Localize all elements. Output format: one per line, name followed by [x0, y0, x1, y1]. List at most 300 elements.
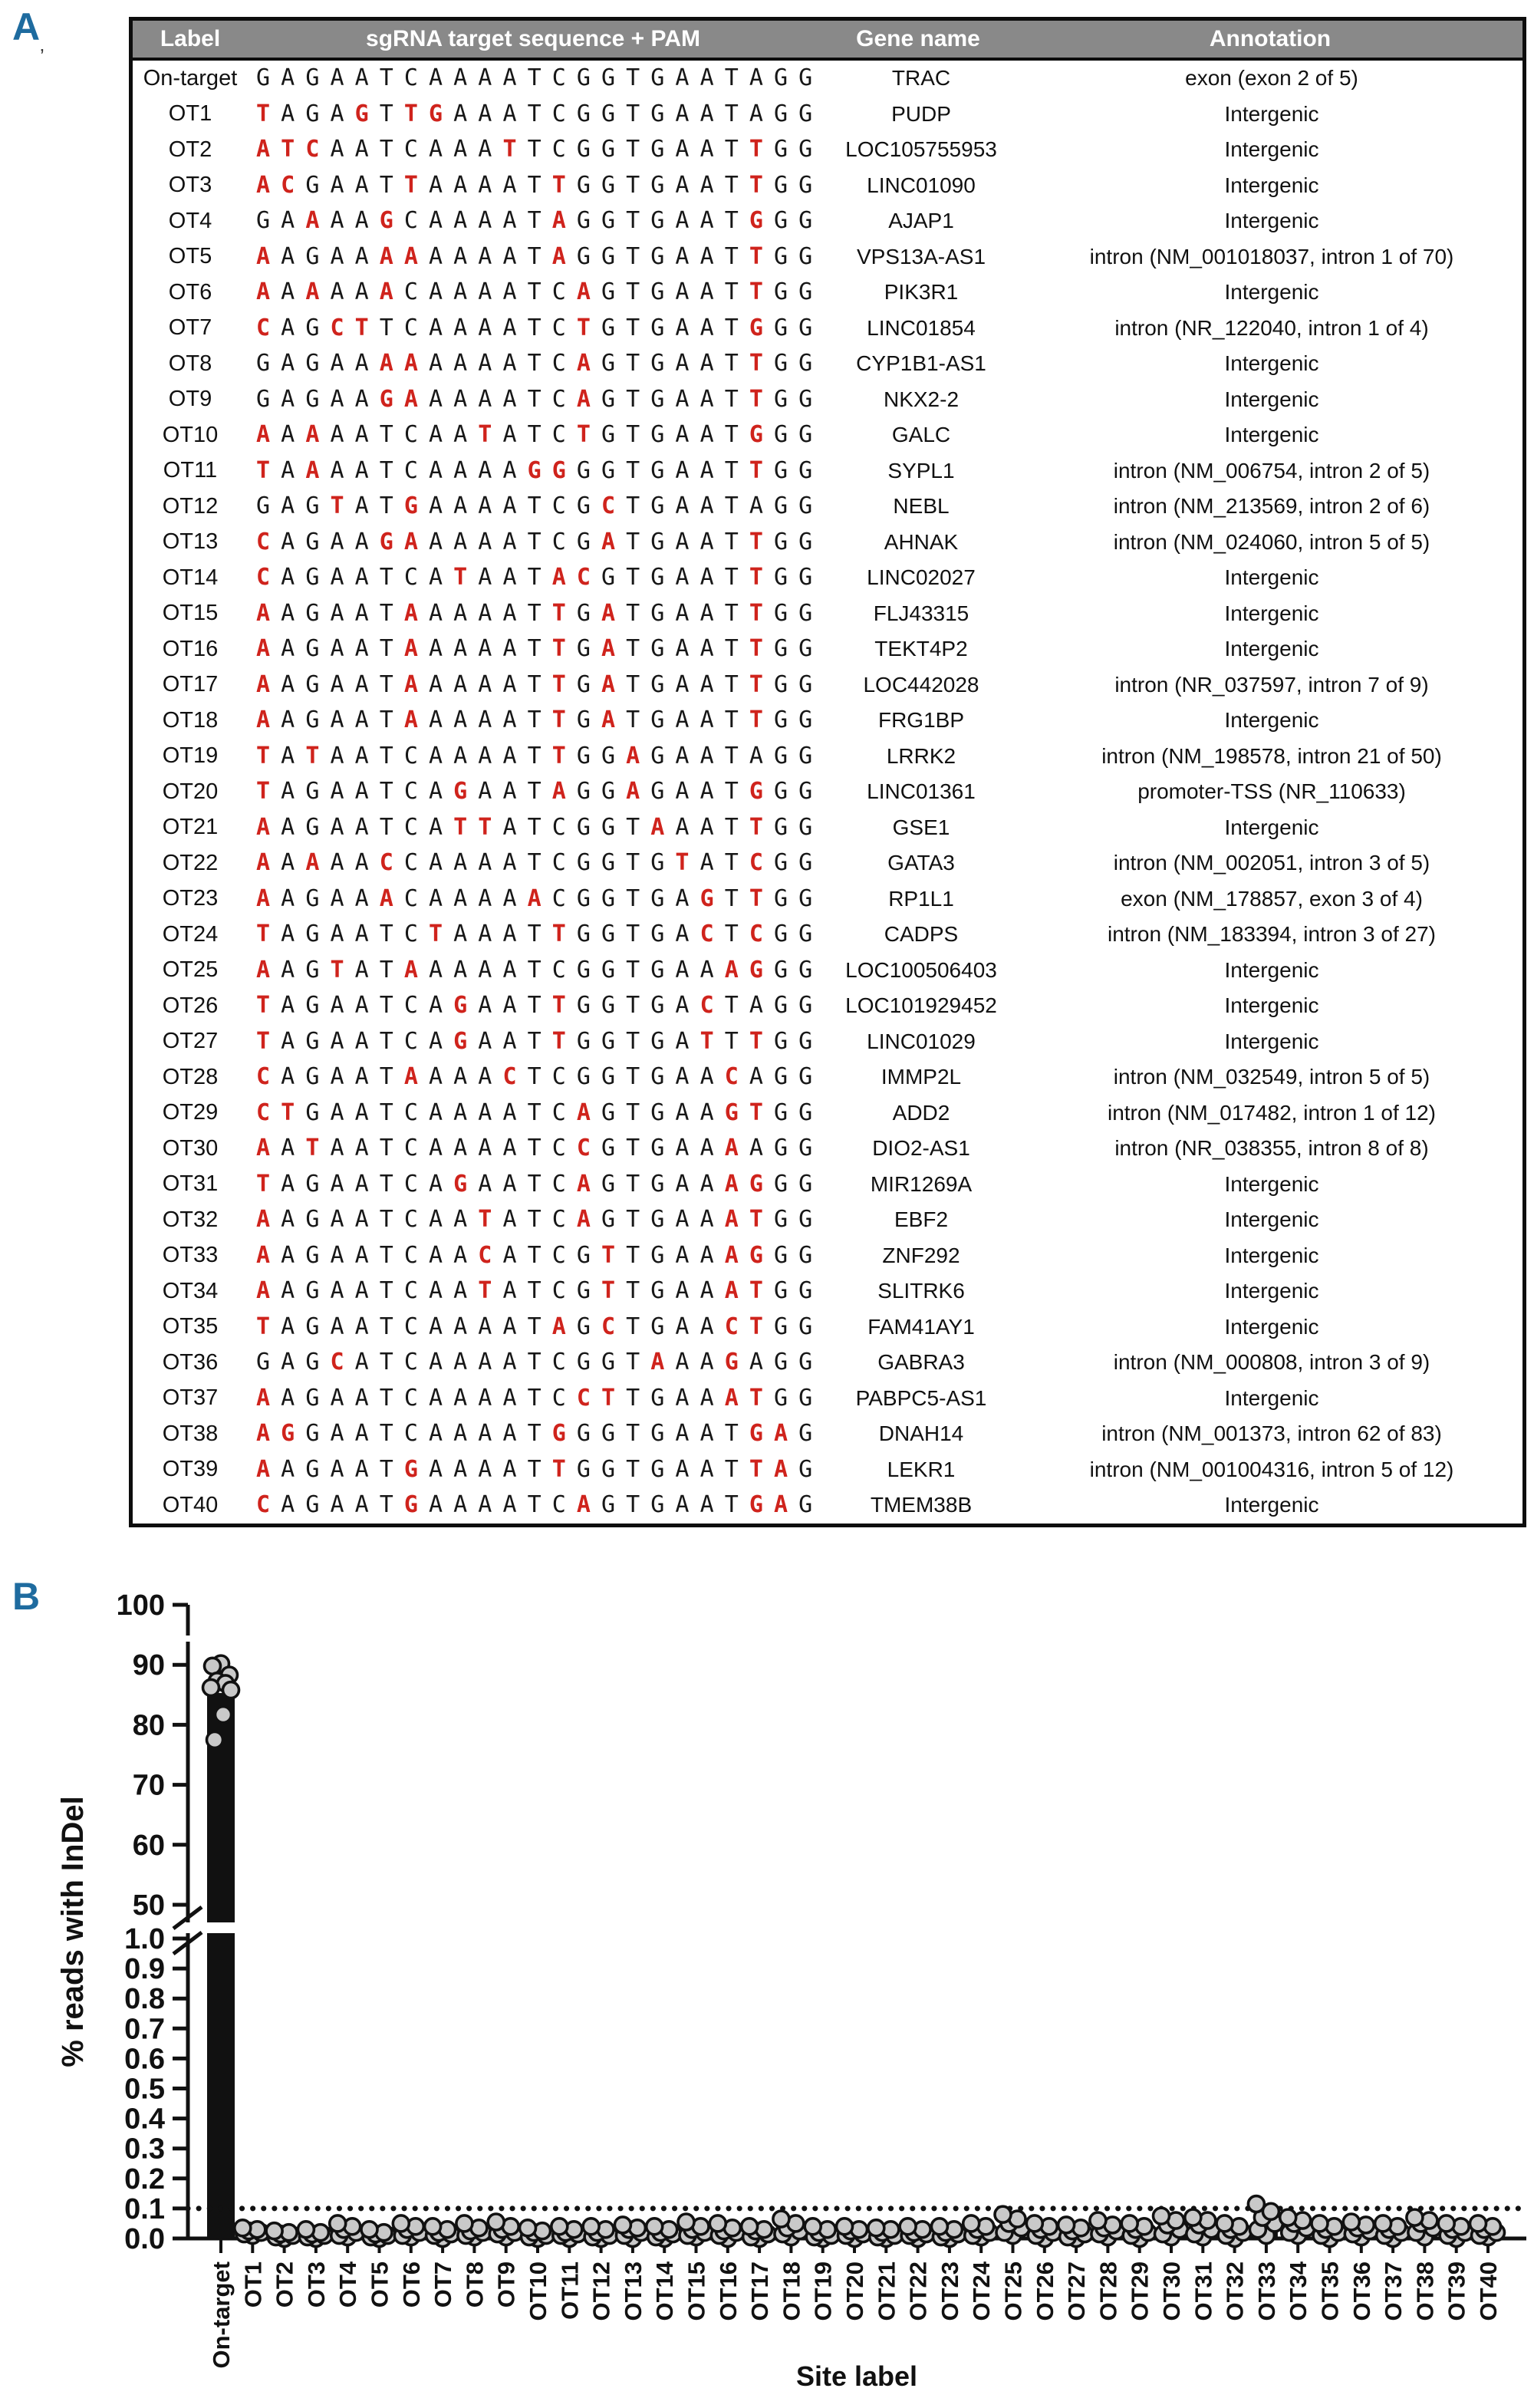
sequence-base: G: [798, 1241, 813, 1269]
sequence-base: A: [354, 778, 369, 805]
sequence-base: G: [798, 1063, 813, 1091]
mismatch-base: G: [379, 385, 393, 413]
sequence-base: A: [330, 670, 344, 698]
sequence-base: A: [281, 1027, 295, 1055]
sequence-base: C: [551, 100, 566, 127]
sequence-base: A: [700, 1455, 714, 1483]
sequence-base: A: [453, 635, 468, 663]
sequence-base: T: [379, 956, 393, 983]
mismatch-base: A: [724, 1206, 739, 1234]
sequence-base: T: [626, 456, 640, 484]
sequence-base: G: [650, 171, 665, 199]
row-label: OT32: [162, 1207, 219, 1232]
y-tick-label: 100: [116, 1589, 165, 1622]
sgrna-sequence: [248, 207, 821, 235]
sequence-base: T: [626, 1420, 640, 1448]
sequence-base: T: [626, 849, 640, 877]
sequence-base: G: [601, 778, 616, 805]
sequence-base: T: [626, 1027, 640, 1055]
sequence-base: A: [453, 385, 468, 413]
sequence-base: A: [478, 1420, 492, 1448]
sequence-base: A: [478, 314, 492, 341]
sequence-base: A: [429, 599, 443, 627]
sequence-base: G: [305, 921, 320, 948]
table-row: [133, 417, 1522, 453]
sequence-base: A: [478, 1384, 492, 1412]
sequence-base: A: [330, 100, 344, 127]
sequence-base: A: [749, 492, 763, 520]
sequence-base: A: [429, 1491, 443, 1519]
data-point: [647, 2219, 663, 2235]
sequence-base: A: [675, 635, 690, 663]
sequence-base: A: [700, 100, 714, 127]
mismatch-base: T: [700, 1027, 714, 1055]
row-label: OT2: [168, 137, 212, 162]
mismatch-base: A: [601, 670, 616, 698]
sequence-base: T: [527, 992, 542, 1020]
sequence-base: G: [650, 1491, 665, 1519]
sequence-base: G: [798, 670, 813, 698]
sequence-base: G: [305, 1241, 320, 1269]
mismatch-base: A: [576, 385, 591, 413]
sequence-base: A: [700, 670, 714, 698]
data-point: [425, 2219, 441, 2235]
annotation: intron (NM_002051, intron 3 of 5): [1113, 851, 1430, 875]
sequence-base: A: [453, 1491, 468, 1519]
sequence-base: A: [354, 956, 369, 983]
sequence-base: G: [601, 171, 616, 199]
sequence-base: G: [256, 350, 271, 377]
sequence-base: A: [478, 849, 492, 877]
sequence-base: A: [429, 385, 443, 413]
sequence-base: G: [650, 992, 665, 1020]
mismatch-base: C: [700, 992, 714, 1020]
sequence-base: G: [798, 956, 813, 983]
sgrna-sequence: [248, 1491, 821, 1519]
sequence-base: T: [527, 421, 542, 449]
y-tick-label: 0.8: [124, 1983, 165, 2016]
gene-name: DNAH14: [878, 1421, 964, 1446]
sequence-base: G: [650, 1170, 665, 1197]
sequence-base: G: [576, 884, 591, 912]
sequence-base: G: [773, 707, 788, 734]
sequence-base: G: [601, 849, 616, 877]
table-row: [133, 525, 1522, 561]
sequence-base: A: [502, 1455, 517, 1483]
sequence-base: G: [773, 670, 788, 698]
sequence-base: G: [601, 136, 616, 163]
sequence-base: A: [478, 1027, 492, 1055]
sequence-base: C: [551, 1170, 566, 1197]
sequence-base: A: [281, 385, 295, 413]
mismatch-base: A: [256, 171, 271, 199]
x-tick-label: OT2: [271, 2261, 298, 2308]
annotation: Intergenic: [1224, 387, 1319, 411]
sequence-base: A: [281, 278, 295, 306]
sequence-base: G: [576, 1313, 591, 1340]
sequence-base: T: [724, 350, 739, 377]
sequence-base: A: [354, 635, 369, 663]
mismatch-base: T: [749, 813, 763, 841]
row-label: OT22: [162, 850, 219, 875]
sequence-base: A: [453, 1313, 468, 1340]
sequence-base: T: [626, 492, 640, 520]
x-tick-label: OT8: [461, 2261, 489, 2308]
sequence-base: G: [305, 242, 320, 270]
x-tick-label: OT5: [366, 2261, 393, 2308]
table-row: [133, 881, 1522, 917]
sequence-base: T: [724, 136, 739, 163]
annotation: Intergenic: [1224, 101, 1319, 126]
sequence-base: T: [379, 921, 393, 948]
sgrna-sequence: [248, 1170, 821, 1197]
sequence-base: G: [305, 1349, 320, 1376]
data-point: [520, 2220, 536, 2236]
sequence-base: T: [724, 921, 739, 948]
mismatch-base: T: [551, 171, 566, 199]
mismatch-base: T: [576, 421, 591, 449]
sequence-base: A: [330, 599, 344, 627]
x-tick-label: OT24: [968, 2261, 996, 2321]
sequence-base: G: [305, 670, 320, 698]
table-row: [133, 275, 1522, 311]
sequence-base: A: [354, 207, 369, 235]
sequence-base: A: [749, 1135, 763, 1162]
sequence-base: A: [502, 813, 517, 841]
sequence-base: A: [429, 1384, 443, 1412]
sgrna-sequence: [248, 1455, 821, 1483]
x-tick-label: OT25: [999, 2261, 1027, 2321]
mismatch-base: T: [749, 278, 763, 306]
data-point: [203, 1679, 219, 1695]
sequence-base: A: [478, 136, 492, 163]
annotation: Intergenic: [1224, 1171, 1319, 1196]
sequence-base: G: [601, 100, 616, 127]
mismatch-base: C: [478, 1241, 492, 1269]
sequence-base: A: [281, 492, 295, 520]
sgrna-sequence: [248, 1206, 821, 1234]
mismatch-base: A: [724, 1241, 739, 1269]
sequence-base: T: [724, 492, 739, 520]
mismatch-base: C: [330, 1349, 344, 1376]
annotation: Intergenic: [1224, 601, 1319, 625]
sgrna-sequence: [248, 492, 821, 520]
row-label: OT25: [162, 957, 219, 983]
sequence-base: A: [429, 278, 443, 306]
mismatch-base: T: [403, 100, 418, 127]
y-tick-label: 0.3: [124, 2133, 165, 2166]
sequence-base: A: [700, 564, 714, 591]
mismatch-base: A: [305, 456, 320, 484]
sequence-base: A: [700, 1313, 714, 1340]
mismatch-base: A: [256, 242, 271, 270]
sequence-base: G: [798, 1349, 813, 1376]
mismatch-base: A: [256, 813, 271, 841]
sequence-base: G: [305, 385, 320, 413]
sgrna-sequence: [248, 1313, 821, 1340]
x-tick-label: OT14: [651, 2261, 679, 2321]
sequence-base: T: [379, 1313, 393, 1340]
sequence-base: T: [379, 1420, 393, 1448]
sequence-base: A: [700, 1241, 714, 1269]
x-tick-label: OT20: [841, 2261, 868, 2321]
row-label: OT33: [162, 1243, 219, 1268]
table-body: [133, 61, 1522, 1524]
sequence-base: A: [330, 242, 344, 270]
mismatch-base: T: [749, 385, 763, 413]
sequence-base: T: [724, 707, 739, 734]
sequence-base: G: [601, 1099, 616, 1126]
sequence-base: C: [551, 1277, 566, 1305]
sequence-base: T: [626, 136, 640, 163]
sequence-base: A: [675, 921, 690, 948]
x-tick-label: OT36: [1348, 2261, 1375, 2321]
off-target-table: [129, 17, 1526, 1527]
sequence-base: G: [650, 599, 665, 627]
data-point: [583, 2219, 599, 2235]
sequence-base: A: [330, 1241, 344, 1269]
sequence-base: T: [724, 456, 739, 484]
sequence-base: A: [354, 1099, 369, 1126]
sequence-base: T: [626, 1241, 640, 1269]
y-tick-label: 1.0: [124, 1923, 165, 1955]
sequence-base: A: [478, 242, 492, 270]
sequence-base: A: [354, 884, 369, 912]
sequence-base: A: [354, 278, 369, 306]
table-row: [133, 382, 1522, 418]
sequence-base: G: [576, 64, 591, 92]
sequence-base: C: [551, 314, 566, 341]
sequence-base: C: [551, 1135, 566, 1162]
mismatch-base: G: [551, 1420, 566, 1448]
mismatch-base: G: [281, 1420, 295, 1448]
table-row: [133, 203, 1522, 239]
sequence-base: A: [502, 884, 517, 912]
sequence-base: A: [700, 1135, 714, 1162]
sgrna-sequence: [248, 635, 821, 663]
sequence-base: A: [478, 921, 492, 948]
sequence-base: A: [502, 742, 517, 769]
sequence-base: A: [429, 1099, 443, 1126]
sequence-base: G: [650, 64, 665, 92]
x-tick-label: OT32: [1221, 2261, 1249, 2321]
mismatch-base: T: [281, 136, 295, 163]
sgrna-sequence: [248, 456, 821, 484]
gene-name: CYP1B1-AS1: [856, 351, 986, 376]
sequence-base: A: [675, 1241, 690, 1269]
sequence-base: T: [626, 1349, 640, 1376]
gene-name: MIR1269A: [870, 1171, 973, 1196]
sequence-base: T: [379, 1027, 393, 1055]
sequence-base: A: [478, 1349, 492, 1376]
sequence-base: A: [453, 350, 468, 377]
sequence-base: G: [798, 1027, 813, 1055]
data-point: [1154, 2208, 1170, 2224]
sequence-base: G: [798, 1455, 813, 1483]
table-row: [133, 1167, 1522, 1203]
mismatch-base: T: [749, 528, 763, 555]
row-label: OT38: [162, 1421, 219, 1446]
sequence-base: T: [379, 670, 393, 698]
sequence-base: A: [700, 1491, 714, 1519]
sequence-base: G: [650, 1277, 665, 1305]
sequence-base: A: [281, 564, 295, 591]
sequence-base: G: [576, 1241, 591, 1269]
data-point: [1121, 2215, 1137, 2232]
mismatch-base: T: [551, 742, 566, 769]
sequence-base: A: [354, 456, 369, 484]
annotation: intron (NM_032549, intron 5 of 5): [1113, 1065, 1430, 1089]
sequence-base: T: [724, 599, 739, 627]
sequence-base: C: [403, 136, 418, 163]
sequence-base: A: [281, 599, 295, 627]
sequence-base: A: [453, 64, 468, 92]
sequence-base: A: [453, 136, 468, 163]
sequence-base: G: [601, 456, 616, 484]
sequence-base: A: [429, 314, 443, 341]
row-label: OT9: [168, 387, 212, 412]
sequence-base: A: [749, 742, 763, 769]
sequence-base: A: [354, 1313, 369, 1340]
data-point: [995, 2206, 1011, 2222]
sequence-base: A: [354, 64, 369, 92]
sequence-base: A: [354, 421, 369, 449]
gene-name: EBF2: [894, 1207, 949, 1232]
sequence-base: A: [502, 171, 517, 199]
sequence-base: T: [379, 1135, 393, 1162]
x-axis-title: Site label: [795, 2360, 918, 2392]
mismatch-base: T: [453, 813, 468, 841]
y-tick-label: 0.7: [124, 2013, 165, 2046]
sequence-base: A: [354, 492, 369, 520]
mismatch-base: A: [403, 350, 418, 377]
sequence-base: G: [650, 1384, 665, 1412]
data-point: [1438, 2215, 1454, 2232]
sequence-base: A: [502, 350, 517, 377]
table-row: [133, 739, 1522, 775]
sequence-base: A: [502, 528, 517, 555]
data-point: [207, 1731, 223, 1748]
sequence-base: A: [700, 1099, 714, 1126]
sgrna-sequence: [248, 1277, 821, 1305]
sequence-base: T: [527, 635, 542, 663]
annotation: Intergenic: [1224, 1314, 1319, 1339]
sgrna-sequence: [248, 1063, 821, 1091]
mismatch-base: A: [551, 778, 566, 805]
mismatch-base: G: [724, 1099, 739, 1126]
mismatch-base: G: [379, 207, 393, 235]
sequence-base: G: [650, 1206, 665, 1234]
sequence-base: A: [478, 635, 492, 663]
row-label: OT20: [162, 779, 219, 804]
mismatch-base: T: [478, 1277, 492, 1305]
sequence-base: G: [773, 1063, 788, 1091]
sequence-base: A: [749, 64, 763, 92]
sequence-base: A: [330, 350, 344, 377]
table-row: [133, 1095, 1522, 1132]
sequence-base: A: [453, 670, 468, 698]
mismatch-base: T: [749, 1384, 763, 1412]
sequence-base: A: [502, 956, 517, 983]
table-row: [133, 917, 1522, 953]
mismatch-base: A: [403, 635, 418, 663]
sequence-base: A: [700, 136, 714, 163]
sequence-base: A: [330, 1455, 344, 1483]
sequence-base: A: [453, 171, 468, 199]
sequence-base: G: [601, 1206, 616, 1234]
annotation: Intergenic: [1224, 1243, 1319, 1267]
table-row: [133, 1345, 1522, 1381]
sequence-base: A: [429, 528, 443, 555]
gene-name: NEBL: [893, 494, 950, 519]
sequence-base: G: [798, 1170, 813, 1197]
mismatch-base: G: [453, 778, 468, 805]
sequence-base: A: [354, 1206, 369, 1234]
sequence-base: A: [453, 1063, 468, 1091]
sequence-base: T: [379, 64, 393, 92]
sequence-base: C: [403, 813, 418, 841]
sequence-base: A: [478, 707, 492, 734]
sequence-base: A: [429, 813, 443, 841]
gene-name: LINC01029: [867, 1029, 976, 1053]
sequence-base: C: [551, 813, 566, 841]
sequence-base: A: [354, 599, 369, 627]
sequence-base: A: [700, 849, 714, 877]
sequence-base: A: [700, 242, 714, 270]
sequence-base: A: [330, 1027, 344, 1055]
gene-name: LINC01090: [867, 173, 976, 197]
sequence-base: A: [502, 385, 517, 413]
sgrna-sequence: [248, 923, 821, 946]
annotation: Intergenic: [1224, 1385, 1319, 1410]
gene-name: ZNF292: [882, 1243, 960, 1267]
gene-name: LINC01854: [867, 315, 976, 340]
sequence-base: T: [379, 421, 393, 449]
sequence-base: A: [453, 742, 468, 769]
sgrna-sequence: [248, 314, 821, 341]
sequence-base: A: [330, 1135, 344, 1162]
mismatch-base: G: [749, 1491, 763, 1519]
sequence-base: G: [798, 1491, 813, 1519]
mismatch-base: G: [749, 314, 763, 341]
sequence-base: G: [305, 1313, 320, 1340]
sequence-base: A: [478, 492, 492, 520]
mismatch-base: T: [330, 492, 344, 520]
sgrna-sequence: [248, 813, 821, 841]
sequence-base: G: [650, 528, 665, 555]
sequence-base: G: [798, 1313, 813, 1340]
sequence-base: A: [281, 1455, 295, 1483]
sequence-base: A: [429, 778, 443, 805]
table-row: [133, 810, 1522, 846]
sequence-base: T: [626, 1135, 640, 1162]
sequence-base: T: [379, 1277, 393, 1305]
sequence-base: A: [502, 849, 517, 877]
on-target-bar: [207, 1933, 235, 2238]
mismatch-base: T: [256, 1313, 271, 1340]
sequence-base: A: [502, 64, 517, 92]
sequence-base: T: [379, 778, 393, 805]
header-annotation: Annotation: [1209, 26, 1332, 51]
sequence-base: G: [650, 207, 665, 235]
sequence-base: G: [576, 921, 591, 948]
gene-name: VPS13A-AS1: [856, 244, 986, 268]
sequence-base: A: [281, 421, 295, 449]
mismatch-base: C: [502, 1063, 517, 1091]
row-label: OT34: [162, 1278, 219, 1303]
mismatch-base: A: [379, 350, 393, 377]
x-tick-label: OT1: [239, 2261, 267, 2308]
